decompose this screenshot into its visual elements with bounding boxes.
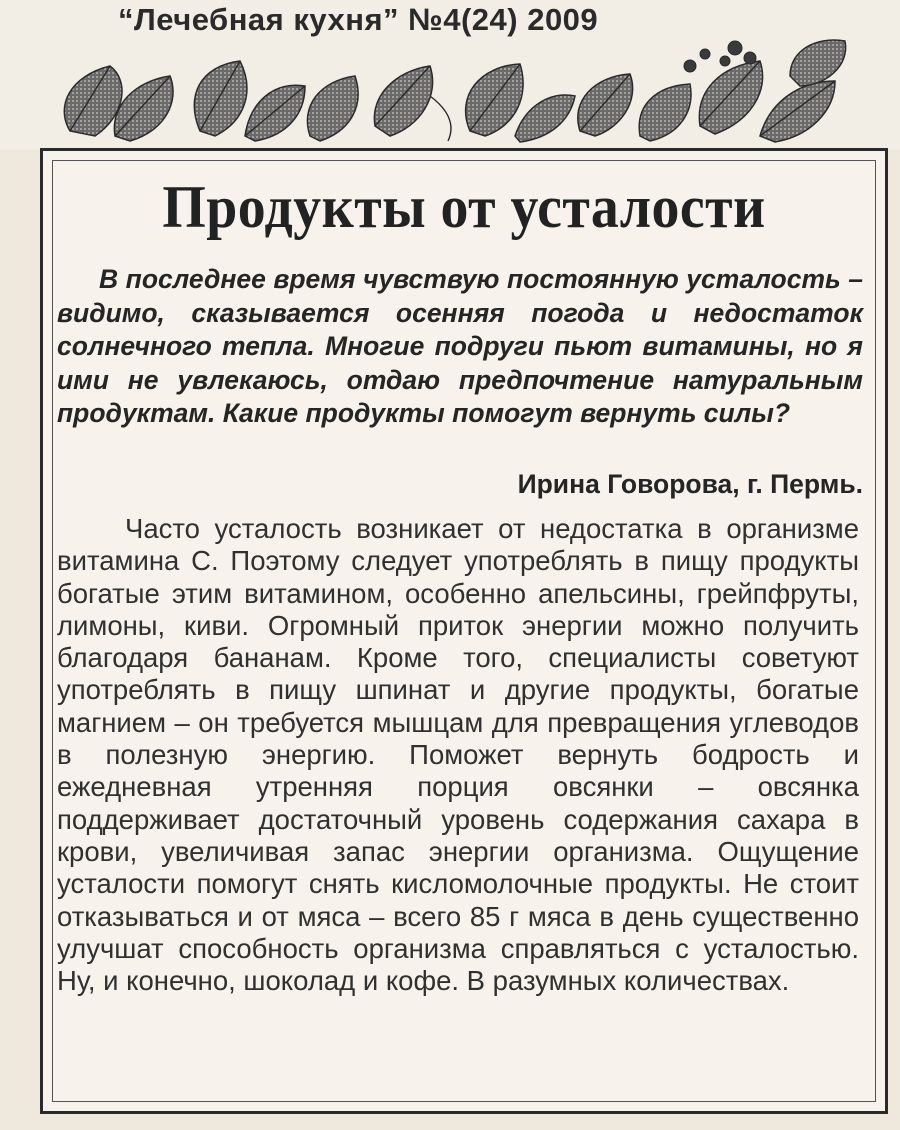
answer-text: Часто усталость возникает от недостатка в организме витамина С. Поэтому следует употреблять в пищу продукты богатые этим витамином, особенно апельсины, грейпфруты, лимоны, киви. Огромный приток энергии можно получить благодаря бананам. Кроме того, специалисты советуют употреблять в пищу шпинат и другие продукты, богатые магнием – он требуется мышцам для превращения углеводов в полезную энергию. Поможет вернуть бодрость и ежедневная утренняя порция овсянки – овсянка поддерживает достаточный уровень содержания сахара в крови, увеличивая запас энергии организма. Ощущение усталости помогут снять кисломолочные продукты. Не стоит отказываться и от мяса – всего 85 г мяса в день существенно улучшат способность организма справляться с усталостью. Ну, и конечно, шоколад и кофе. В разумных количествах. [57, 513, 859, 997]
question-signature: Ирина Говорова, г. Пермь. [517, 469, 863, 499]
masthead-title: “Лечебная кухня” №4(24) 2009 [118, 2, 599, 37]
leaves-ornament-icon [0, 36, 900, 146]
masthead [0, 0, 900, 150]
reader-question: В последнее время чувствую постоянную усталость – видимо, сказывается осенняя погода и недостаток солнечного тепла. Многие подруги пьют витамины, но я ими не увлекаюсь, отдаю предпочтение натуральным продуктам. Какие продукты помогут вернуть силы? [57, 264, 863, 428]
article-frame [40, 148, 888, 1114]
article-headline: Продукты от усталости [162, 174, 766, 240]
